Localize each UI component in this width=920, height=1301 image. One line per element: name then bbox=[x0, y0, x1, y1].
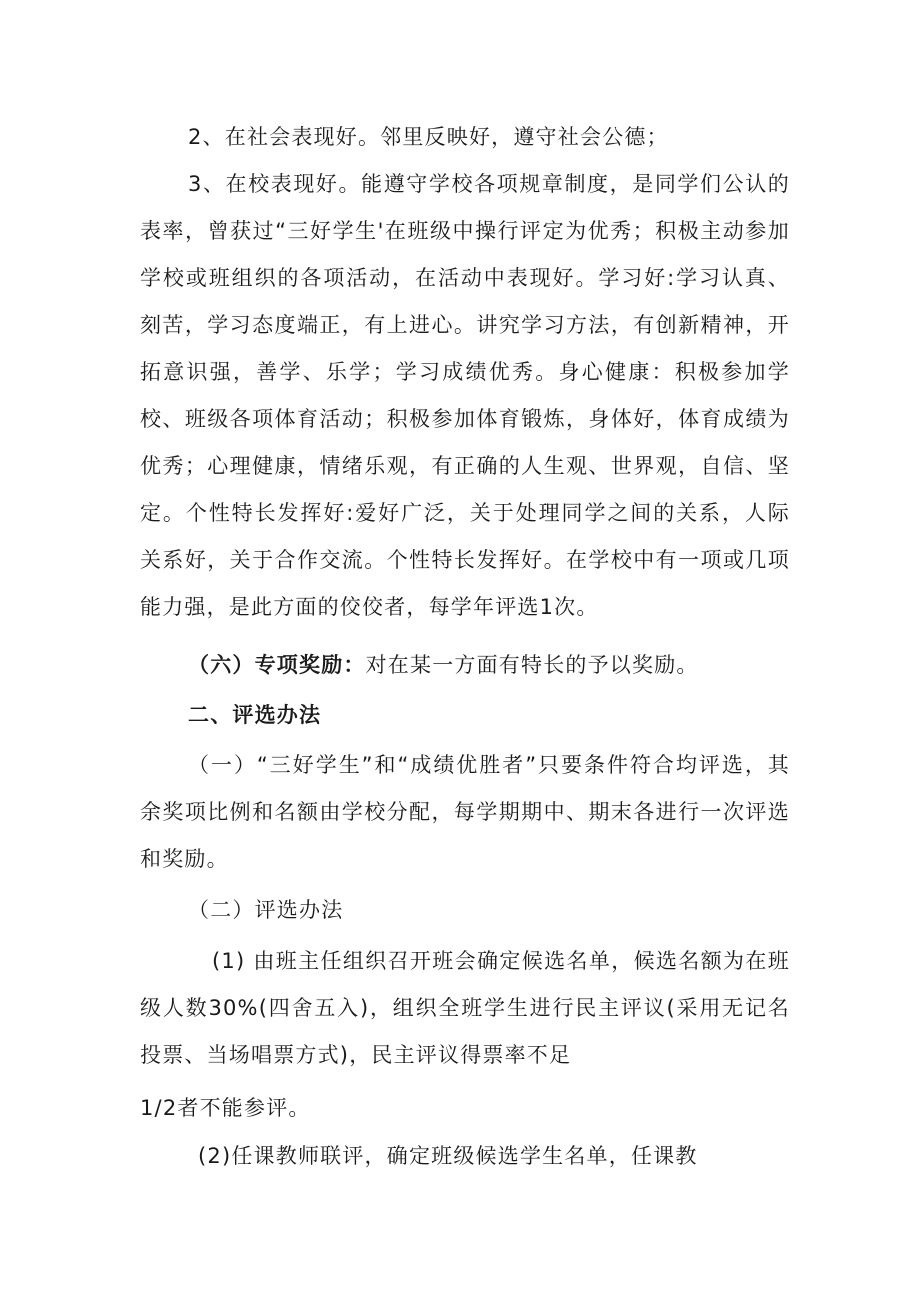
section-heading-selection-method: 二、评选办法 bbox=[188, 703, 322, 727]
subheading-selection-method: （二）评选办法 bbox=[188, 898, 344, 922]
paragraph-school-conduct: 3、在校表现好。能遵守学校各项规章制度，是同学们公认的表率，曾获过“三好学生'在班级中操行评定为优秀；积极主动参加学校或班组织的各项活动，在活动中表现好。学习好:学习认真、刻苦，学习态度端正，有上进心。讲究学习方法，有创新精神，开拓意识强，善学、乐学；学习成绩优秀。身心健康：积极参加学校、班级各项体育活动；积极参加体育锻炼，身体好，体育成绩为优秀；心理健康，情绪乐观，有正确的人生观、世界观，自信、坚定。个性特长发挥好:爱好广泛，关于处理同学之间的关系，人际关系好，关于合作交流。个性特长发挥好。在学校中有一项或几项能力强，是此方面的佼佼者，每学年评选1次。 bbox=[140, 172, 790, 619]
special-award-text: 对在某一方面有特长的予以奖励。 bbox=[365, 653, 699, 677]
paragraph-step-one: (1) 由班主任组织召开班会确定候选名单，候选名额为在班级人数30%(四舍五入)，组织全班学生进行民主评议(采用无记名投票、当场唱票方式)，民主评议得票率不足 bbox=[140, 949, 790, 1067]
paragraph-special-award bbox=[188, 642, 828, 689]
paragraph-social-conduct: 2、在社会表现好。邻里反映好，遵守社会公德； bbox=[188, 125, 669, 149]
paragraph-selection-part-one: （一）“三好学生”和“成绩优胜者”只要条件符合均评选，其余奖项比例和名额由学校分配，每学期期中、期末各进行一次评选和奖励。 bbox=[140, 753, 790, 871]
special-award-heading: （六）专项奖励： bbox=[188, 653, 366, 677]
paragraph-step-one-continued: 1/2者不能参评。 bbox=[140, 1096, 311, 1120]
paragraph-step-two: (2)任课教师联评，确定班级候选学生名单，任课教 bbox=[198, 1144, 698, 1168]
